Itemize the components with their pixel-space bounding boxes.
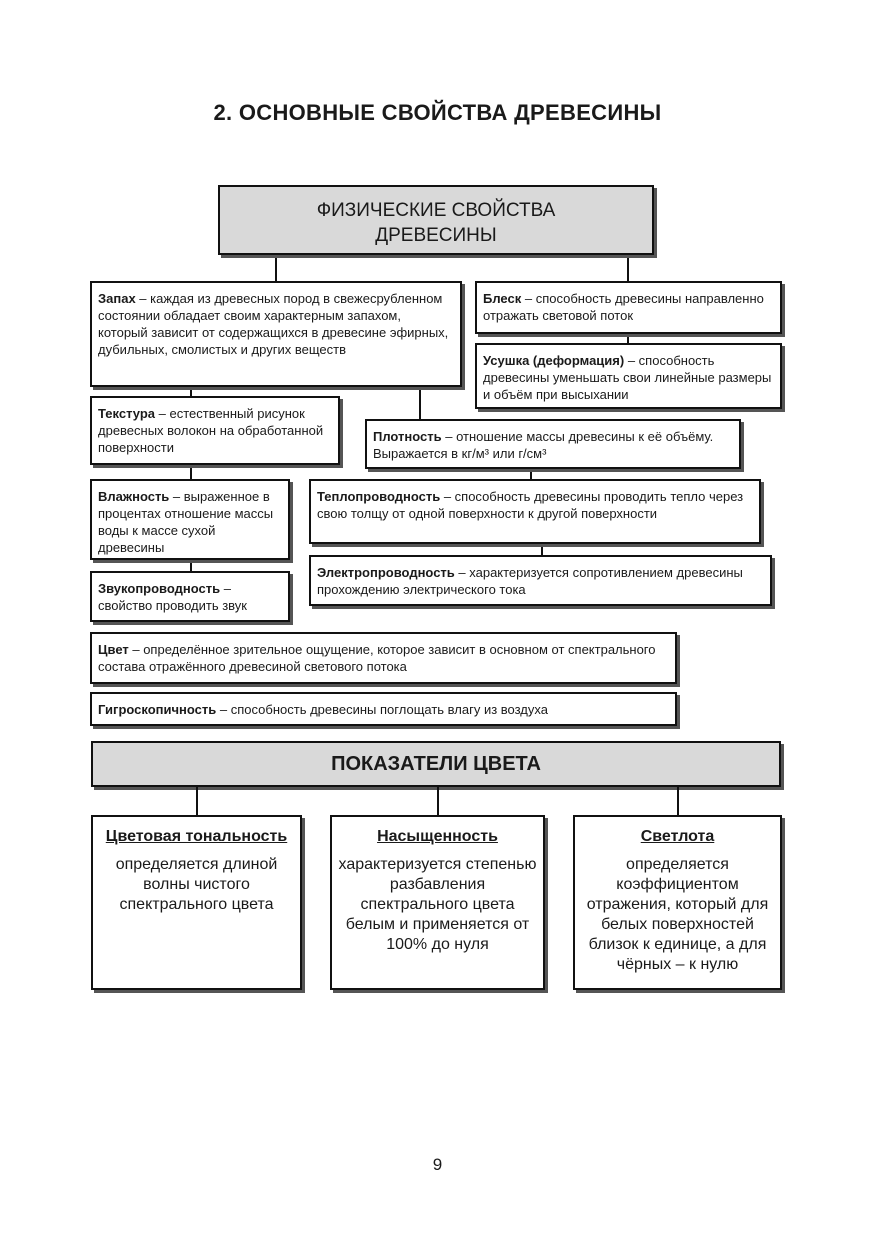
property-texture: Текстура – естественный рисунок древесных волокон на обработанной поверхности: [90, 396, 340, 465]
indicator-hue: Цветовая тональность определяется длиной волны чистого спектрального цвета: [91, 815, 302, 990]
property-shrinkage: Усушка (деформация) – способность древесины уменьшать свои линейные размеры и объём при высыхании: [475, 343, 782, 409]
indicator-lightness: Светлота определяется коэффициентом отражения, который для белых поверхностей близок к единице, а для чёрных – к нулю: [573, 815, 782, 990]
physical-properties-header: ФИЗИЧЕСКИЕ СВОЙСТВА ДРЕВЕСИНЫ: [218, 185, 654, 255]
color-indicators-header: ПОКАЗАТЕЛИ ЦВЕТА: [91, 741, 781, 787]
property-moisture: Влажность – выраженное в процентах отношение массы воды к массе сухой древесины: [90, 479, 290, 560]
page-title: 2. ОСНОВНЫЕ СВОЙСТВА ДРЕВЕСИНЫ: [213, 100, 662, 125]
property-hygroscopicity: Гигроскопичность – способность древесины поглощать влагу из воздуха: [90, 692, 677, 726]
property-sound-conductivity: Звукопроводность – свойство проводить звук: [90, 571, 290, 622]
indicator-saturation: Насыщенность характеризуется степенью разбавления спектрального цвета белым и применяется от 100% до нуля: [330, 815, 545, 990]
property-density: Плотность – отношение массы древесины к её объёму. Выражается в кг/м³ или г/см³: [365, 419, 741, 469]
property-smell: Запах – каждая из древесных пород в свежесрубленном состоянии обладает своим характерным запахом, который зависит от содержащихся в древесине эфирных, дубильных, смолистых и других веществ: [90, 281, 462, 387]
property-color: Цвет – определённое зрительное ощущение, которое зависит в основном от спектрального состава отражённого древесиной светового потока: [90, 632, 677, 684]
property-gloss: Блеск – способность древесины направленно отражать световой поток: [475, 281, 782, 334]
property-electrical-conductivity: Электропроводность – характеризуется сопротивлением древесины прохождению электрического тока: [309, 555, 772, 606]
page-number: 9: [432, 1155, 443, 1174]
property-thermal-conductivity: Теплопроводность – способность древесины проводить тепло через свою толщу от одной поверхности к другой поверхности: [309, 479, 761, 544]
